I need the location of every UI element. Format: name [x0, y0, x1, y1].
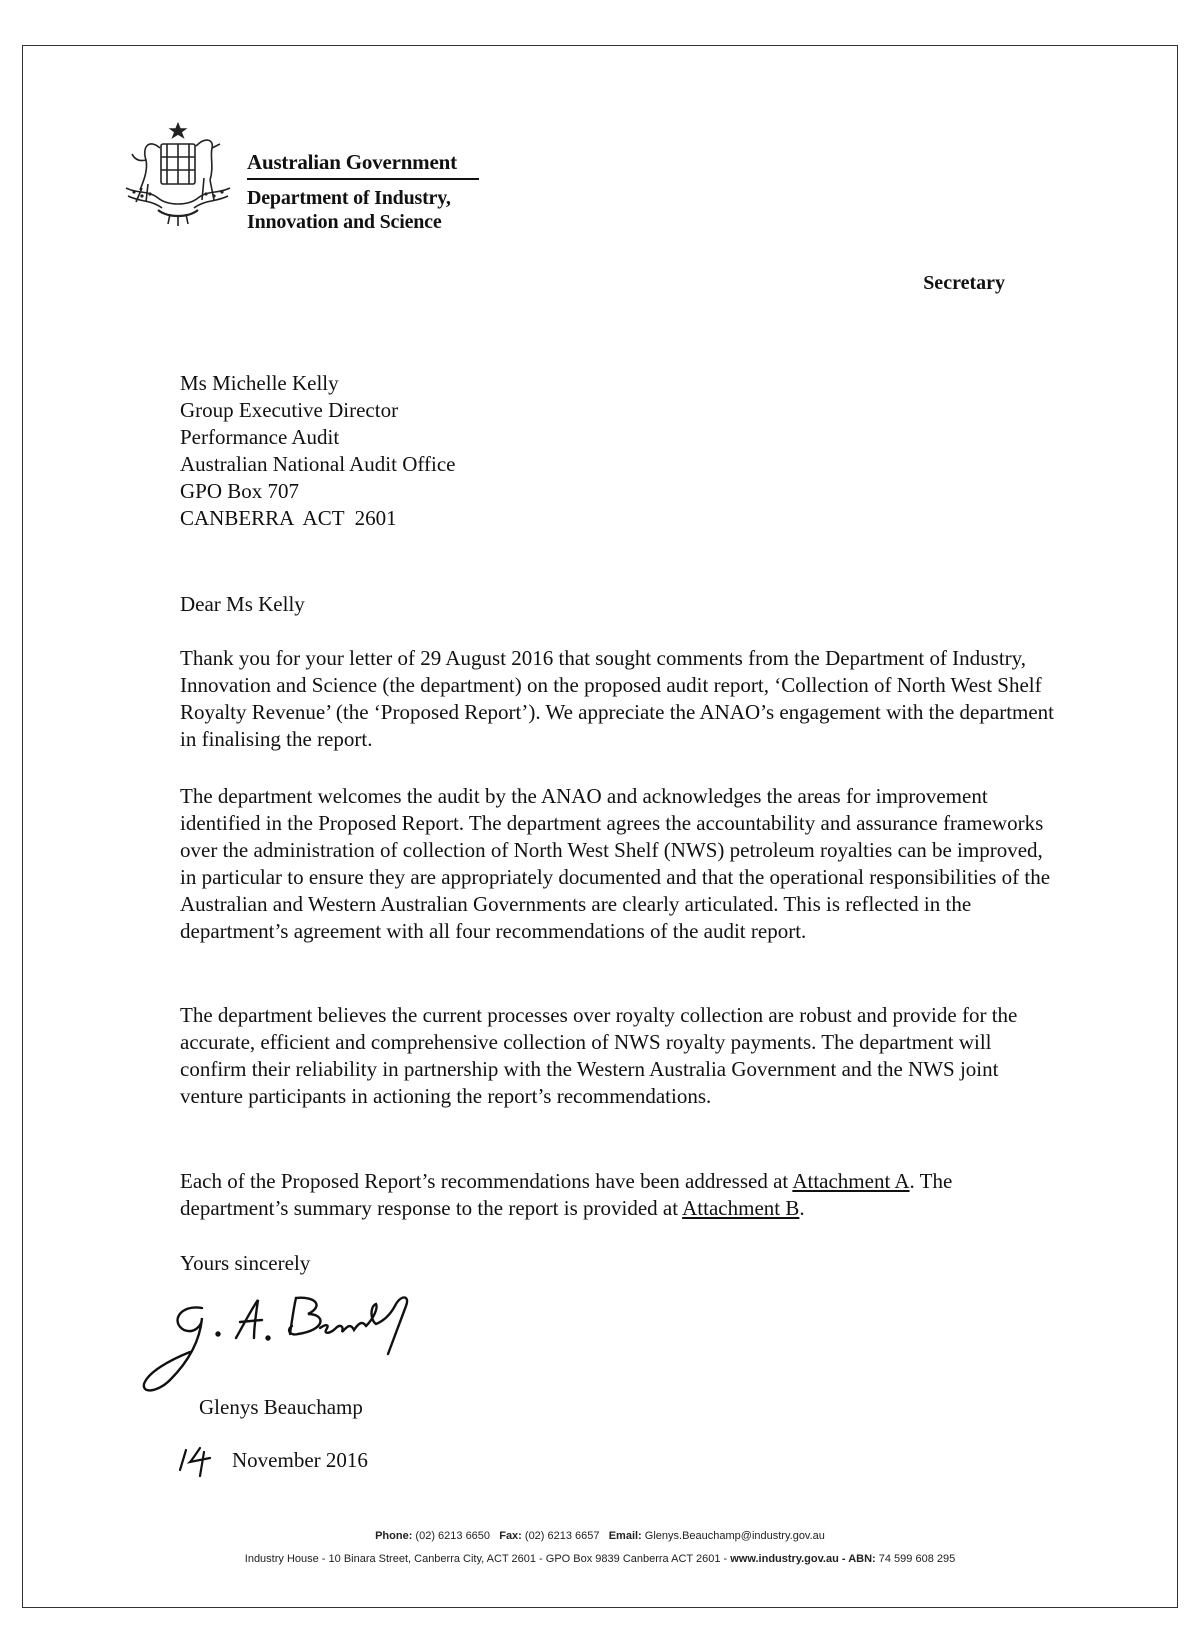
handwritten-day [178, 1440, 218, 1480]
recipient-line: Ms Michelle Kelly [180, 371, 339, 395]
government-name: Australian Government [247, 150, 457, 174]
abn-label: - ABN: [838, 1553, 876, 1565]
letterhead-rule [247, 178, 479, 180]
recipient-address [180, 370, 1060, 532]
recipient-line: Australian National Audit Office [180, 452, 456, 476]
paragraph-2: The department welcomes the audit by the ANAO and acknowledges the areas for improvement identified in the Proposed Report. The department agrees the accountability and assurance frameworks over the administration of collection of North West Shelf (NWS) petroleum royalties can be improved, in particular to ensure they are appropriately documented and that the operational responsibilities of the Australian and Western Australian Governments are clearly articulated. This is reflected in the department’s agreement with all four recommendations of the audit report. [180, 784, 1051, 943]
department-name-line1: Department of Industry, [247, 186, 451, 209]
recipient-line: Group Executive Director [180, 398, 399, 422]
phone-label: Phone: [375, 1530, 413, 1542]
recipient-line: GPO Box 707 [180, 479, 300, 503]
signatory-name: Glenys Beauchamp [199, 1395, 363, 1419]
attachment-b-reference: Attachment B [682, 1196, 800, 1220]
paragraph-4-text: Each of the Proposed Report’s recommendations have been addressed at [180, 1169, 793, 1193]
recipient-line: CANBERRA ACT 2601 [180, 506, 397, 530]
attachment-a-reference: Attachment A [792, 1169, 910, 1193]
footer-address [22, 1553, 1178, 1565]
paragraph-1: Thank you for your letter of 29 August 2016 that sought comments from the Department of Industry, Innovation and Science (the department) on the proposed audit report, ‘Collection of North West Shelf Royalty Revenue’ (the ‘Proposed Report’). We appreciate the ANAO’s engagement with the department in finalising the report. [180, 646, 1055, 751]
handwritten-signature [140, 1290, 440, 1400]
recipient-line: Performance Audit [180, 425, 340, 449]
email-address[interactable]: Glenys.Beauchamp@industry.gov.au [644, 1530, 825, 1542]
sender-role: Secretary [923, 272, 1005, 294]
footer-contact [22, 1530, 1178, 1542]
closing: Yours sincerely [180, 1251, 311, 1275]
postal-address: Industry House - 10 Binara Street, Canberra City, ACT 2601 - GPO Box 9839 Canberra ACT 2601 - [244, 1553, 731, 1565]
abn-number: 74 599 608 295 [875, 1553, 956, 1565]
phone-number: (02) 6213 6650 [415, 1530, 491, 1542]
paragraph-4-text: . [799, 1196, 805, 1220]
letterhead [247, 150, 479, 234]
salutation: Dear Ms Kelly [180, 592, 305, 616]
fax-label: Fax: [499, 1530, 522, 1542]
email-label: Email: [608, 1530, 642, 1542]
paragraph-3: The department believes the current processes over royalty collection are robust and provide for the accurate, efficient and comprehensive collection of NWS royalty payments. The department will confirm their reliability in partnership with the Western Australia Government and the NWS joint venture participants in actioning the report’s recommendations. [180, 1003, 1018, 1108]
paragraph-4-text: . The department’s summary response to the report is provided at [180, 1169, 953, 1220]
coat-of-arms-logo [118, 118, 238, 230]
date-month-year: November 2016 [232, 1448, 368, 1472]
department-name-line2: Innovation and Science [247, 210, 442, 233]
paragraph-4 [180, 1168, 1060, 1222]
fax-number: (02) 6213 6657 [524, 1530, 600, 1542]
website-link[interactable]: www.industry.gov.au [730, 1553, 839, 1565]
